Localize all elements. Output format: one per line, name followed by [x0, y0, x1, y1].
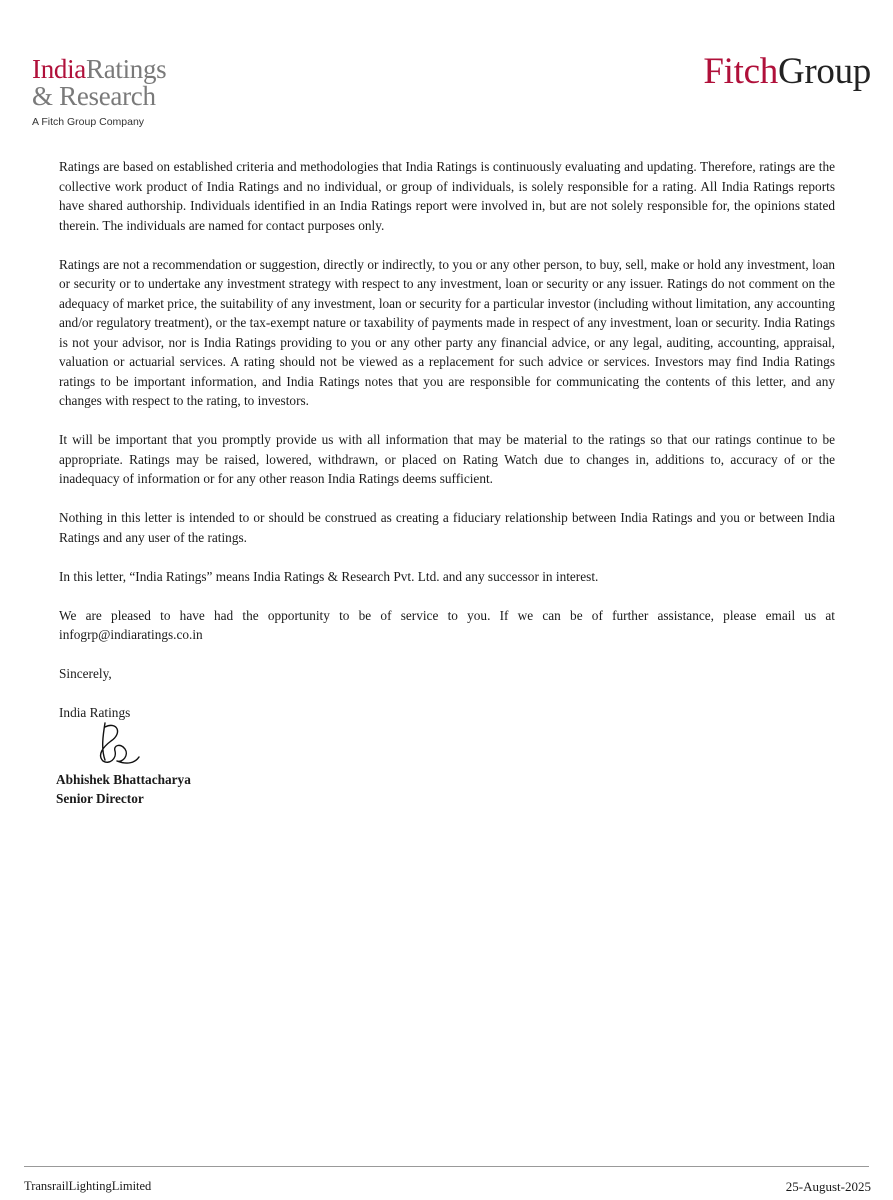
signer-name: Abhishek Bhattacharya: [56, 771, 191, 787]
footer-company: TransrailLightingLimited: [24, 1179, 152, 1193]
paragraph-information: It will be important that you promptly provide us with all information that may be material to the ratings so that our ratings continue to be appropriate. Ratings may be raised, lowered, withdrawn, or placed on Rating Watch due to changes in, additions to, accuracy of or the inadequacy of information or for any other reason India Ratings deems sufficient.: [59, 432, 835, 486]
organization-name: India Ratings: [59, 705, 131, 720]
logo-ratings-text: Ratings: [85, 54, 167, 84]
paragraph-definition: In this letter, “India Ratings” means India Ratings & Research Pvt. Ltd. and any successor in interest.: [59, 568, 599, 584]
letter-body: [56, 157, 835, 808]
paragraph-fiduciary: Nothing in this letter is intended to or should be construed as creating a fiduciary relationship between India Ratings and you or between India Ratings and any user of the ratings.: [59, 510, 835, 545]
signer-title: Senior Director: [56, 790, 144, 806]
group-logo-text: Group: [777, 51, 871, 92]
logo-research-text: & Research: [32, 81, 156, 111]
logo-india-text: India: [32, 54, 86, 84]
fitch-logo-text: Fitch: [703, 51, 778, 92]
paragraph-authorship: Ratings are based on established criteria and methodologies that India Ratings is continuously evaluating and updating. Therefore, ratings are the collective work product of India Ratings and no individual, or group of individuals, is solely responsible for a rating. All India Ratings reports have shared authorship. Individuals identified in an India Ratings report were involved in, but are not solely responsible for, the opinions stated therein. The individuals are named for contact purposes only.: [59, 159, 835, 233]
paragraph-service: We are pleased to have had the opportunity to be of service to you. If we can be of further assistance, please email us at infogrp@indiaratings.co.in: [59, 607, 835, 642]
logo-tagline: A Fitch Group Company: [32, 116, 145, 128]
signature-icon: [83, 715, 143, 770]
closing-text: Sincerely,: [59, 666, 112, 681]
paragraph-not-recommendation: Ratings are not a recommendation or suggestion, directly or indirectly, to you or any other person, to buy, sell, make or hold any investment, loan or security or to undertake any investment strategy with respect to any investment, loan or security or any issuer. Ratings do not comment on the adequacy of market price, the suitability of any investment, loan or security for a particular investor (including without limitation, any accounting and/or regulatory treatment), or the tax-exempt nature or taxability of payments made in respect of any investment, loan or security. India Ratings is not your advisor, nor is India Ratings providing to you or any other party any financial advice, or any legal, auditing, accounting, appraisal, valuation or actuarial services. A rating should not be viewed as a replacement for such advice or services. Investors may find India Ratings ratings to be important information, and India Ratings notes that you are responsible for communicating the contents of this letter, and any changes with respect to the rating, to investors.: [59, 256, 835, 408]
india-ratings-logo: [32, 56, 166, 128]
fitch-group-logo: [703, 50, 871, 93]
footer-divider: [24, 1166, 869, 1167]
footer-date: 25-August-2025: [785, 1179, 871, 1194]
